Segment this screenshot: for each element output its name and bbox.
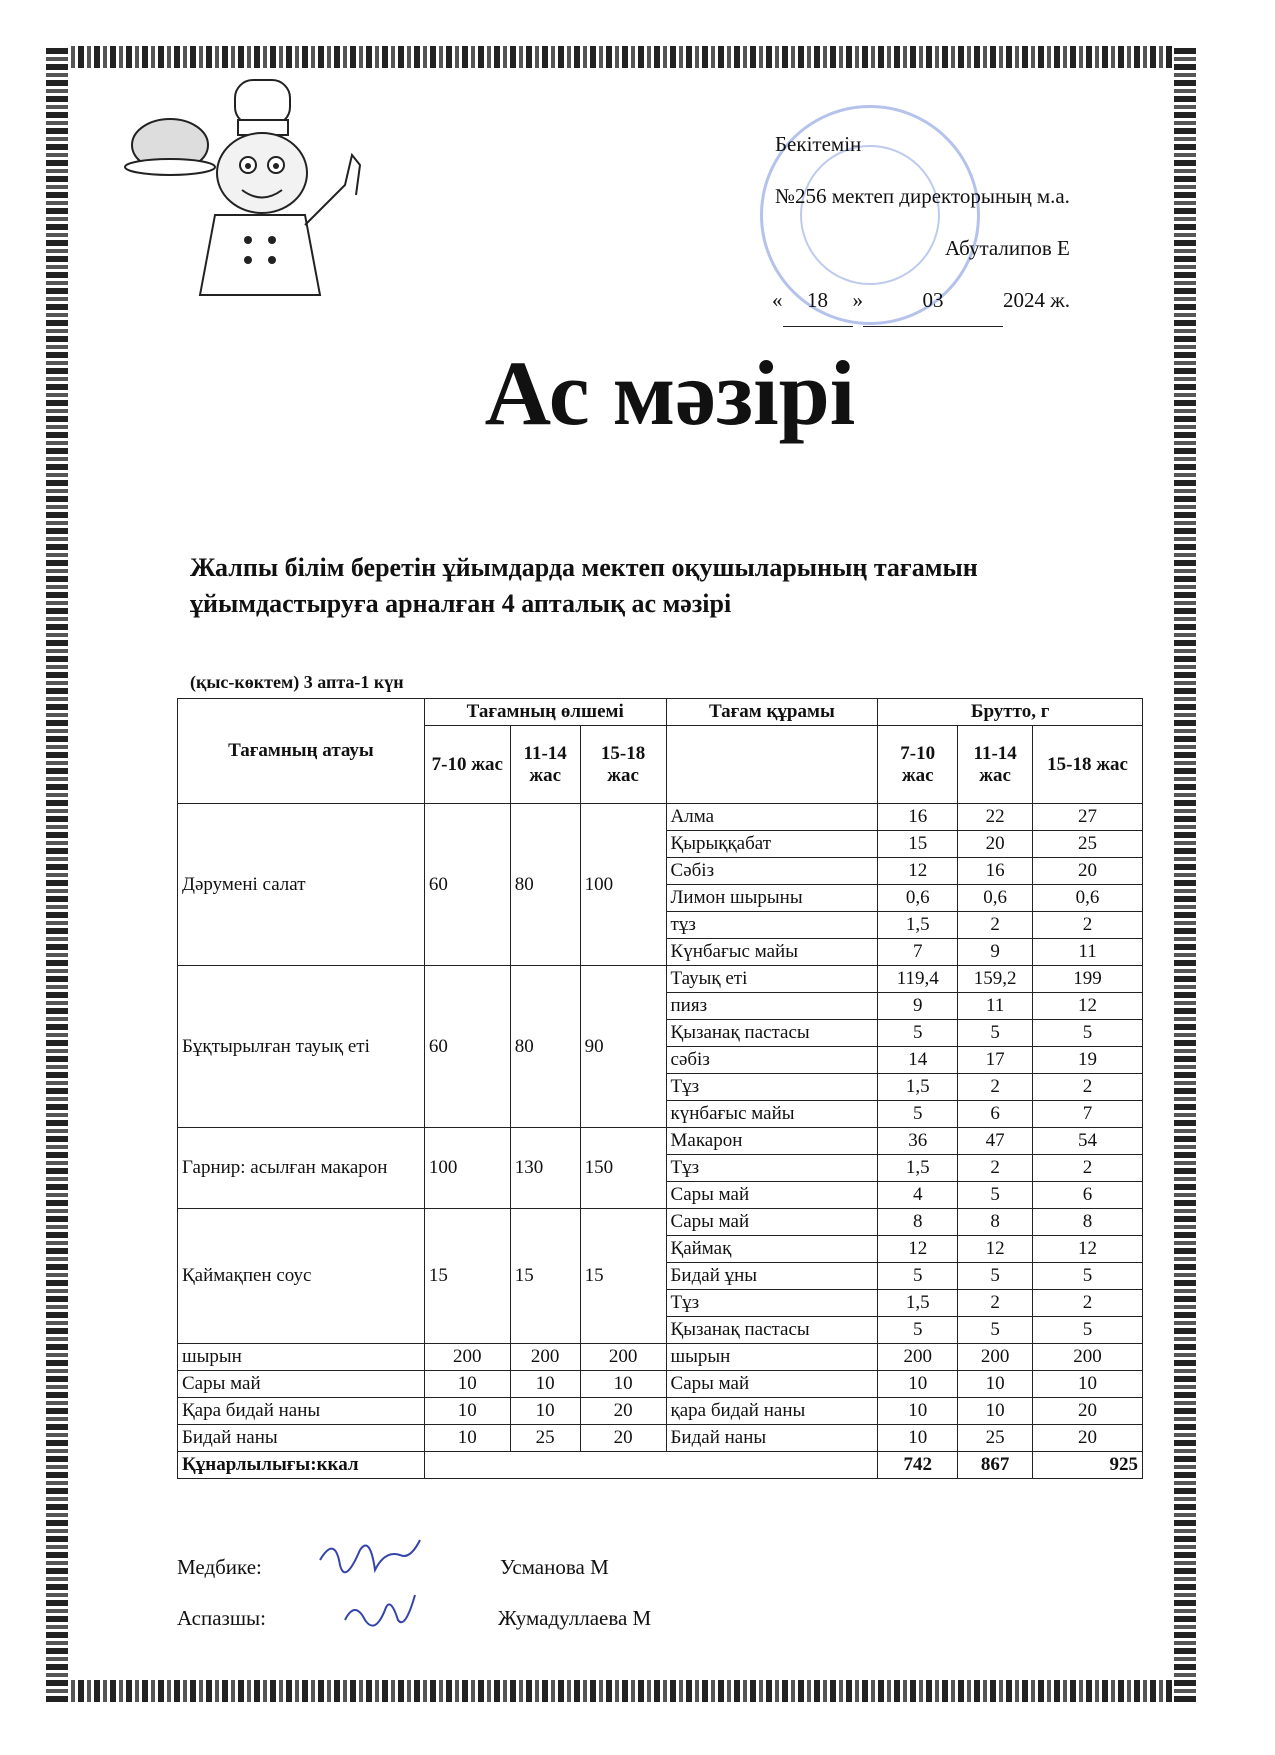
border-left (46, 46, 68, 1702)
ingredient-brutto: 2 (1033, 912, 1143, 939)
ingredient-brutto: 2 (958, 1074, 1033, 1101)
ingredient-name: шырын (666, 1344, 878, 1371)
approval-position: №256 мектеп директорының м.а. (775, 184, 1070, 208)
header-age-3: 15-18 жас (580, 726, 666, 804)
cook-role: Аспазшы: (177, 1606, 266, 1630)
total-blank (424, 1452, 877, 1479)
ingredient-brutto: 1,5 (878, 1155, 958, 1182)
ingredient-brutto: 5 (878, 1317, 958, 1344)
value-cell: 10 (510, 1398, 580, 1425)
ingredient-brutto: 11 (958, 993, 1033, 1020)
ingredient-name: күнбағыс майы (666, 1101, 878, 1128)
ingredient-name: Макарон (666, 1128, 878, 1155)
ingredient-brutto: 5 (878, 1101, 958, 1128)
ingredient-brutto: 2 (1033, 1074, 1143, 1101)
ingredient-name: Қырыққабат (666, 831, 878, 858)
ingredient-brutto: 27 (1033, 804, 1143, 831)
dish-portion: 15 (424, 1209, 510, 1344)
ingredient-brutto: 25 (1033, 831, 1143, 858)
ingredient-brutto: 119,4 (878, 966, 958, 993)
ingredient-brutto: 0,6 (958, 885, 1033, 912)
value-cell: 10 (424, 1371, 510, 1398)
ingredient-name: Тұз (666, 1074, 878, 1101)
value-cell: 20 (1033, 1398, 1143, 1425)
dish-name: Бидай наны (178, 1425, 425, 1452)
dish-portion: 80 (510, 804, 580, 966)
ingredient-name: сәбіз (666, 1047, 878, 1074)
ingredient-name: тұз (666, 912, 878, 939)
header-brutto-age-3: 15-18 жас (1033, 726, 1143, 804)
ingredient-name: Алма (666, 804, 878, 831)
ingredient-name: Лимон шырыны (666, 885, 878, 912)
ingredient-brutto: 6 (958, 1101, 1033, 1128)
table-row (178, 1371, 1143, 1398)
ingredient-brutto: 12 (1033, 993, 1143, 1020)
header-brutto-age-1: 7-10 жас (878, 726, 958, 804)
ingredient-brutto: 16 (878, 804, 958, 831)
value-cell: 10 (1033, 1371, 1143, 1398)
value-cell: 10 (510, 1371, 580, 1398)
dish-name: шырын (178, 1344, 425, 1371)
ingredient-name: Тұз (666, 1155, 878, 1182)
total-value: 867 (958, 1452, 1033, 1479)
ingredient-brutto: 8 (958, 1209, 1033, 1236)
value-cell: 20 (1033, 1425, 1143, 1452)
value-cell: 10 (580, 1371, 666, 1398)
table-row (178, 1128, 1143, 1155)
dish-portion: 15 (580, 1209, 666, 1344)
ingredient-brutto: 22 (958, 804, 1033, 831)
total-value: 742 (878, 1452, 958, 1479)
border-right (1174, 46, 1196, 1702)
ingredient-brutto: 47 (958, 1128, 1033, 1155)
dish-name: Дәрумені салат (178, 804, 425, 966)
approval-block (772, 118, 1071, 327)
header-composition-blank (666, 726, 878, 804)
season-label: (қыс-көктем) 3 апта-1 күн (190, 672, 404, 692)
ingredient-brutto: 7 (878, 939, 958, 966)
header-brutto-age-2: 11-14 жас (958, 726, 1033, 804)
dish-portion: 15 (510, 1209, 580, 1344)
ingredient-brutto: 2 (958, 912, 1033, 939)
header-dish-name: Тағамның атауы (178, 699, 425, 804)
border-top (46, 46, 1196, 68)
table-row (178, 1425, 1143, 1452)
chef-icon (120, 75, 380, 315)
header-age-1: 7-10 жас (424, 726, 510, 804)
value-cell: 200 (958, 1344, 1033, 1371)
dish-name: Бұқтырылған тауық еті (178, 966, 425, 1128)
ingredient-name: Сәбіз (666, 858, 878, 885)
date-day: 18 (783, 274, 853, 327)
value-cell: 10 (424, 1398, 510, 1425)
value-cell: 10 (958, 1371, 1033, 1398)
border-bottom (46, 1680, 1196, 1702)
ingredient-name: пияз (666, 993, 878, 1020)
ingredient-name: Қызанақ пастасы (666, 1317, 878, 1344)
table-row (178, 1344, 1143, 1371)
ingredient-brutto: 54 (1033, 1128, 1143, 1155)
ingredient-brutto: 8 (878, 1209, 958, 1236)
dish-portion: 60 (424, 804, 510, 966)
dish-name: Қара бидай наны (178, 1398, 425, 1425)
ingredient-brutto: 36 (878, 1128, 958, 1155)
cook-signature (340, 1585, 430, 1640)
value-cell: 10 (424, 1425, 510, 1452)
ingredient-name: Қаймақ (666, 1236, 878, 1263)
ingredient-brutto: 11 (1033, 939, 1143, 966)
ingredient-brutto: 5 (1033, 1317, 1143, 1344)
ingredient-brutto: 7 (1033, 1101, 1143, 1128)
value-cell: 200 (510, 1344, 580, 1371)
ingredient-brutto: 2 (958, 1290, 1033, 1317)
page-subtitle: Жалпы білім беретін ұйымдарда мектеп оқушыларының тағамын ұйымдастыруға арналған 4 апталық ас мәзірі (190, 553, 978, 618)
ingredient-brutto: 19 (1033, 1047, 1143, 1074)
value-cell: 25 (958, 1425, 1033, 1452)
ingredient-brutto: 159,2 (958, 966, 1033, 993)
date-year: 2024 ж. (1003, 288, 1071, 312)
value-cell: 20 (580, 1398, 666, 1425)
ingredient-brutto: 14 (878, 1047, 958, 1074)
ingredient-brutto: 12 (1033, 1236, 1143, 1263)
dish-name: Қаймақпен соус (178, 1209, 425, 1344)
ingredient-name: Бидай ұны (666, 1263, 878, 1290)
ingredient-brutto: 199 (1033, 966, 1143, 993)
ingredient-name: Күнбағыс майы (666, 939, 878, 966)
ingredient-name: Бидай наны (666, 1425, 878, 1452)
ingredient-brutto: 0,6 (878, 885, 958, 912)
ingredient-name: Тұз (666, 1290, 878, 1317)
value-cell: 200 (424, 1344, 510, 1371)
value-cell: 10 (878, 1425, 958, 1452)
ingredient-name: Сары май (666, 1182, 878, 1209)
ingredient-brutto: 2 (1033, 1155, 1143, 1182)
nurse-name: Усманова М (500, 1555, 609, 1579)
approval-date: « 18 » 03 2024 ж. (772, 274, 1070, 327)
ingredient-name: Сары май (666, 1371, 878, 1398)
value-cell: 10 (878, 1371, 958, 1398)
ingredient-brutto: 0,6 (1033, 885, 1143, 912)
ingredient-brutto: 5 (958, 1317, 1033, 1344)
dish-name: Гарнир: асылған макарон (178, 1128, 425, 1209)
ingredient-brutto: 5 (958, 1182, 1033, 1209)
value-cell: 25 (510, 1425, 580, 1452)
total-value: 925 (1033, 1452, 1143, 1479)
dish-name: Сары май (178, 1371, 425, 1398)
header-portion: Тағамның өлшемі (424, 699, 666, 726)
table-row (178, 804, 1143, 831)
ingredient-brutto: 2 (1033, 1290, 1143, 1317)
ingredient-brutto: 4 (878, 1182, 958, 1209)
header-composition: Тағам құрамы (666, 699, 878, 726)
value-cell: 10 (958, 1398, 1033, 1425)
dish-portion: 100 (424, 1128, 510, 1209)
table-row (178, 1209, 1143, 1236)
nurse-signature (315, 1530, 425, 1590)
header-age-2: 11-14 жас (510, 726, 580, 804)
approval-title: Бекітемін (775, 132, 862, 156)
ingredient-brutto: 5 (958, 1020, 1033, 1047)
ingredient-name: Тауық еті (666, 966, 878, 993)
header-brutto: Брутто, г (878, 699, 1143, 726)
ingredient-brutto: 1,5 (878, 1290, 958, 1317)
ingredient-brutto: 5 (1033, 1020, 1143, 1047)
dish-portion: 90 (580, 966, 666, 1128)
dish-portion: 150 (580, 1128, 666, 1209)
ingredient-brutto: 6 (1033, 1182, 1143, 1209)
dish-portion: 100 (580, 804, 666, 966)
ingredient-brutto: 5 (878, 1020, 958, 1047)
table-row (178, 966, 1143, 993)
menu-table (177, 698, 1143, 1479)
ingredient-brutto: 1,5 (878, 1074, 958, 1101)
cook-name: Жумадуллаева М (498, 1606, 652, 1630)
value-cell: 200 (1033, 1344, 1143, 1371)
ingredient-brutto: 20 (958, 831, 1033, 858)
total-row (178, 1452, 1143, 1479)
dish-portion: 130 (510, 1128, 580, 1209)
table-row (178, 1398, 1143, 1425)
ingredient-brutto: 16 (958, 858, 1033, 885)
value-cell: 200 (878, 1344, 958, 1371)
value-cell: 200 (580, 1344, 666, 1371)
ingredient-brutto: 5 (958, 1263, 1033, 1290)
nurse-role: Медбике: (177, 1555, 262, 1579)
page-title: Ас мәзірі (484, 342, 856, 444)
ingredient-brutto: 1,5 (878, 912, 958, 939)
ingredient-name: Сары май (666, 1209, 878, 1236)
ingredient-brutto: 12 (878, 1236, 958, 1263)
ingredient-brutto: 9 (878, 993, 958, 1020)
date-month: 03 (863, 274, 1003, 327)
dish-portion: 80 (510, 966, 580, 1128)
ingredient-brutto: 15 (878, 831, 958, 858)
ingredient-brutto: 12 (958, 1236, 1033, 1263)
ingredient-brutto: 5 (878, 1263, 958, 1290)
ingredient-brutto: 5 (1033, 1263, 1143, 1290)
ingredient-brutto: 2 (958, 1155, 1033, 1182)
ingredient-brutto: 12 (878, 858, 958, 885)
ingredient-brutto: 17 (958, 1047, 1033, 1074)
ingredient-brutto: 8 (1033, 1209, 1143, 1236)
value-cell: 20 (580, 1425, 666, 1452)
approval-director: Абуталипов Е (945, 236, 1070, 260)
dish-portion: 60 (424, 966, 510, 1128)
ingredient-name: қара бидай наны (666, 1398, 878, 1425)
total-label: Құнарлылығы:ккал (178, 1452, 425, 1479)
ingredient-name: Қызанақ пастасы (666, 1020, 878, 1047)
ingredient-brutto: 20 (1033, 858, 1143, 885)
value-cell: 10 (878, 1398, 958, 1425)
ingredient-brutto: 9 (958, 939, 1033, 966)
